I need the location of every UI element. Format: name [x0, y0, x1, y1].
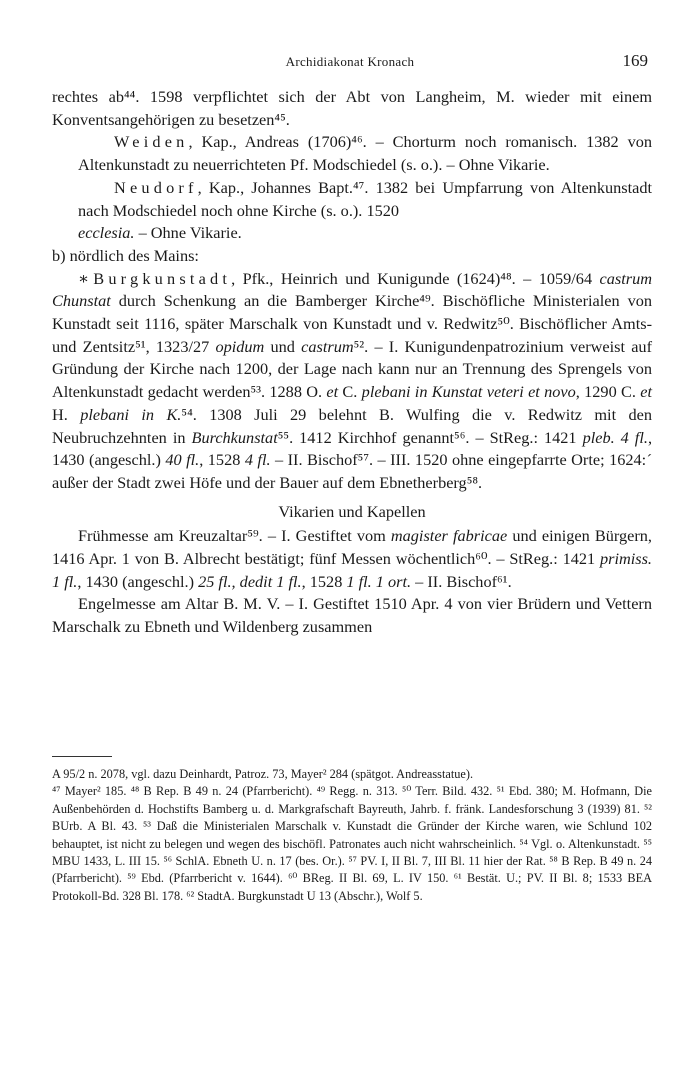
burg-italic-9: pleb. 4 fl.: [582, 427, 648, 447]
fr-text-1: Frühmesse am Kreuzaltar⁵⁹. – I. Gestiftet vom: [78, 526, 391, 546]
burg-italic-11: 4 fl.: [244, 450, 271, 470]
page-number: 169: [622, 51, 648, 70]
paragraph-fruehmesse: [52, 525, 652, 593]
burg-text-8: ⁵⁴. 1308 Juli 29 belehnt B. Wulfing die v. Redwitz mit den Neubruchzehnten in: [52, 404, 652, 447]
fr-italic-4: 1 fl. 1 ort.: [346, 571, 412, 591]
burg-text-1: , Pfk., Heinrich und Kunigunde (1624)⁴⁸. – 1059/64: [231, 268, 600, 288]
main-text: [52, 86, 652, 639]
fr-text-2: und einigen Bürgern, 1416 Apr. 1 von B. Albrecht bestätigt; fünf Messen wöchentlich⁶⁰. – StReg.: 1421: [52, 526, 653, 569]
burg-italic-4: et: [326, 382, 339, 402]
fr-text-3: , 1430 (angeschl.): [77, 571, 199, 591]
burg-italic-1: castrum Chunstat: [52, 268, 652, 311]
entry-weiden: [52, 131, 652, 176]
section-heading-vikarien: Vikarien und Kapellen: [278, 501, 426, 521]
burg-italic-6: et: [640, 382, 652, 402]
burg-text-12: – II. Bischof⁵⁷. – III. 1520 ohne eingepfarrte Orte; 1624:ˊ außer der Stadt zwei Höfe und der Bauer auf dem Ebnetherberg⁵⁸.: [52, 450, 652, 492]
burg-text-9: ⁵⁵. 1412 Kirchhof genannt⁵⁶. – StReg.: 1421: [277, 427, 583, 447]
weiden-text: , Kap., Andreas (1706)⁴⁶. – Chorturm noch romanisch. 1382 von Altenkunstadt zu neuerrichteten Pf. Modschiedel (s. o.). – Ohne Vikarie.: [78, 132, 652, 175]
paragraph-weiden: [78, 131, 652, 176]
fr-text-5: – II. Bischof⁶¹.: [411, 571, 512, 591]
burg-italic-2: opidum: [215, 336, 265, 356]
place-name-burgkunstadt: ∗Burgkunstadt: [78, 268, 232, 288]
paragraph-neudorf: [78, 177, 652, 245]
neudorf-text: , Kap., Johannes Bapt.⁴⁷. 1382 bei Umpfarrung von Altenkunstadt nach Modschiedel noch ohne Kirche (s. o.). 1520: [78, 177, 652, 220]
neudorf-end: – Ohne Vikarie.: [134, 223, 242, 243]
neudorf-ecclesia: ecclesia.: [78, 223, 135, 243]
place-name-weiden: Weiden: [114, 132, 189, 152]
burg-italic-8: Burchkunstat: [191, 427, 278, 447]
burg-text-4: ⁵². – I. Kunigundenpatrozinium verweist auf Gründung der Kirche nach 1200, der Lage nach kann nur an Trennung des Sprengels von Altenkunstadt gedacht werden⁵³. 1288 O.: [52, 336, 652, 402]
fr-italic-2: primiss. 1 fl.: [52, 549, 652, 591]
burg-italic-5: plebani in Kunstat veteri et novo: [361, 382, 576, 402]
burg-text-6: , 1290 C.: [575, 382, 641, 402]
footnotes: [52, 766, 652, 905]
footnote-rule: [52, 756, 112, 757]
burg-italic-3: castrum: [301, 336, 354, 356]
paragraph-burgkunstadt: [52, 268, 652, 495]
fr-italic-1: magister fabricae: [390, 526, 508, 546]
burg-text-7: H.: [52, 404, 81, 424]
fr-text-4: , 1528: [301, 571, 347, 591]
burg-text-5: C.: [338, 382, 362, 402]
place-name-neudorf: Neudorf: [114, 177, 198, 197]
running-title: Archidiakonat Kronach: [285, 54, 415, 69]
paragraph-engelmesse: Engelmesse am Altar B. M. V. – I. Gestiftet 1510 Apr. 4 von vier Brüdern und Vettern Marschalk zu Ebneth und Wildenberg zusammen: [52, 594, 652, 637]
burg-italic-10: 40 fl.: [165, 450, 200, 470]
burg-text-11: , 1528: [199, 450, 245, 470]
footnotes-47-62: ⁴⁷ Mayer² 185. ⁴⁸ B Rep. B 49 n. 24 (Pfarrbericht). ⁴⁹ Regg. n. 313. ⁵⁰ Terr. Bild. 432. ⁵¹ Ebd. 380; M. Hofmann, Die Außenbehörden d. Hochstifts Bamberg u. d. Markgrafschaft Bayreuth, Jahrb. f. fränk. Landesforschung 3 (1939) 81. ⁵² BUrb. A Bl. 43. ⁵³ Daß die Ministerialen Marschalk v. Kunstadt die Gründer der Kirche waren, wie Schlund 102 behauptet, ist nicht zu belegen und wegen des bischöfl. Patronates auch nicht wahrscheinlich. ⁵⁴ Vgl. o. Altenkunstadt. ⁵⁵ MBU 1433, L. III 15. ⁵⁶ SchlA. Ebneth U. n. 17 (bes. Or.). ⁵⁷ PV. I, II Bl. 7, III Bl. 11 hier der Rat. ⁵⁸ B Rep. B 49 n. 24 (Pfarrbericht). ⁵⁹ Ebd. (Pfarrbericht v. 1644). ⁶⁰ BReg. II Bl. 69, L. IV 150. ⁶¹ Bestät. U.; PV. II Bl. 8; 1533 BEA Protokoll-Bd. 328 Bl. 178. ⁶² StadtA. Burgkunstadt U 13 (Abschr.), Wolf 5.: [52, 784, 652, 903]
burg-text-3: und: [264, 336, 302, 356]
burg-text-2: durch Schenkung an die Bamberger Kirche⁴⁹. Bischöfliche Ministerialen von Kunstadt seit 1116, später Marschalk von Kunstadt und v. Redwitz⁵⁰. Bischöflicher Amts- und Zentsitz⁵¹, 1323/27: [52, 291, 652, 356]
running-header: [52, 52, 648, 74]
entry-neudorf: [52, 177, 652, 245]
section-heading-b: b) nördlich des Mains:: [52, 245, 199, 265]
burg-text-10: , 1430 (angeschl.): [52, 427, 653, 470]
fr-italic-3: 25 fl., dedit 1 fl.: [198, 571, 302, 591]
footnote-46-cont: A 95/2 n. 2078, vgl. dazu Deinhardt, Patroz. 73, Mayer² 284 (spätgot. Andreasstatue).: [52, 767, 474, 781]
burg-italic-7: plebani in K.: [80, 404, 182, 424]
paragraph-langheim: rechtes ab⁴⁴. 1598 verpflichtet sich der Abt von Langheim, M. wieder mit einem Konventsangehörigen zu besetzen⁴⁵.: [52, 87, 652, 129]
